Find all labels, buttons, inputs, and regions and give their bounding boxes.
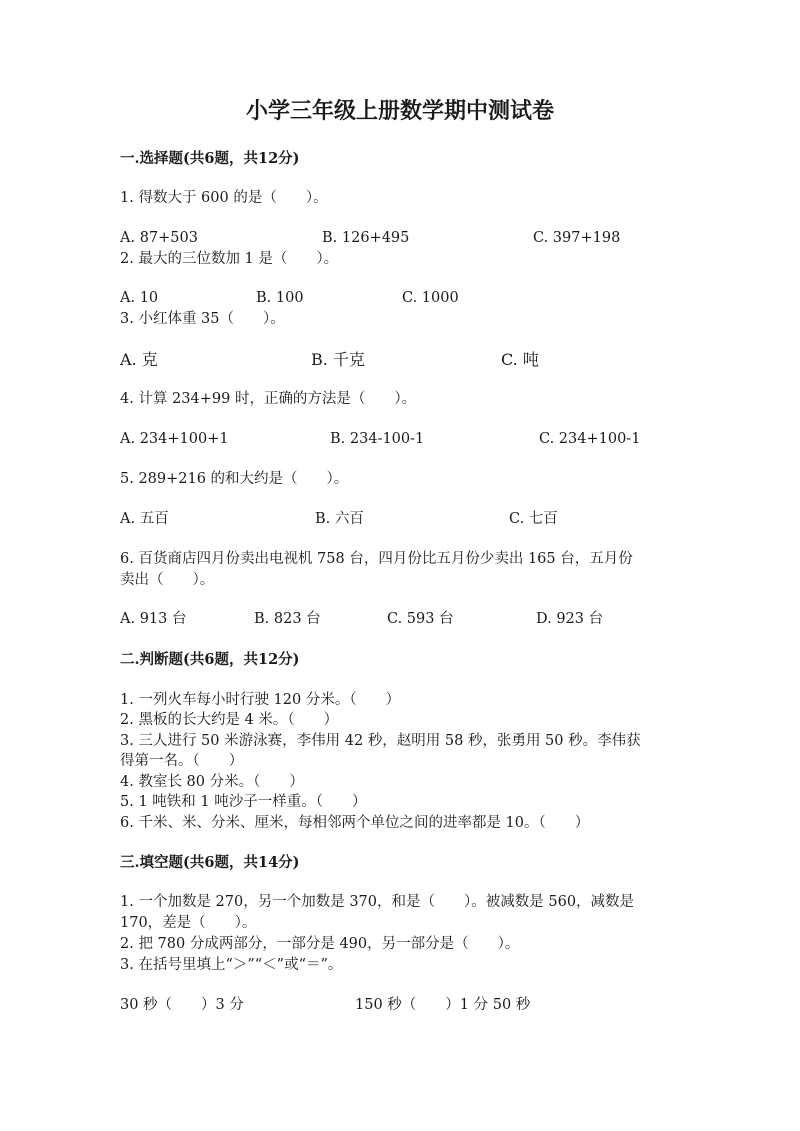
option-a: A. 913 台	[120, 611, 187, 627]
compare-item: 150 秒（ ）1 分 50 秒	[355, 997, 531, 1013]
compare-item: 30 秒（ ）3 分	[120, 997, 244, 1013]
section-heading-fill: 三.填空题(共6题，共14分)	[120, 854, 300, 871]
statement-line: 5. 1 吨铁和 1 吨沙子一样重。（ ）	[120, 794, 367, 810]
option-c: C. 234+100-1	[539, 431, 641, 447]
option-c: C. 吨	[501, 350, 539, 369]
option-b: B. 234-100-1	[330, 431, 425, 447]
question-text: 1. 得数大于 600 的是（ ）。	[120, 190, 328, 206]
fill-line: 3. 在括号里填上“＞”“＜”或“＝”。	[120, 957, 343, 973]
option-b: B. 823 台	[254, 611, 321, 627]
option-c: C. 397+198	[533, 230, 621, 246]
statement-line: 6. 千米、米、分米、厘米，每相邻两个单位之间的进率都是 10。（ ）	[120, 815, 590, 831]
option-a: A. 10	[120, 290, 159, 306]
fill-line: 1. 一个加数是 270，另一个加数是 370，和是（ ）。被减数是 560，减数是	[120, 894, 635, 910]
option-a: A. 五百	[120, 511, 169, 527]
option-b: B. 126+495	[322, 230, 410, 246]
option-d: D. 923 台	[536, 611, 604, 627]
option-a: A. 克	[120, 350, 158, 369]
option-b: B. 千克	[311, 350, 365, 369]
statement-line: 3. 三人进行 50 米游泳赛，李伟用 42 秒，赵明用 58 秒，张勇用 50 秒。李伟获	[120, 733, 641, 749]
page-title: 小学三年级上册数学期中测试卷	[245, 98, 554, 124]
option-b: B. 100	[256, 290, 304, 306]
fill-line: 2. 把 780 分成两部分，一部分是 490，另一部分是（ ）。	[120, 936, 520, 952]
section-heading-judge: 二.判断题(共6题，共12分)	[120, 651, 300, 668]
question-text: 2. 最大的三位数加 1 是（ ）。	[120, 251, 339, 267]
statement-line: 得第一名。（ ）	[120, 753, 244, 769]
question-text: 4. 计算 234+99 时，正确的方法是（ ）。	[120, 391, 417, 407]
option-a: A. 234+100+1	[120, 431, 229, 447]
option-c: C. 1000	[402, 290, 459, 306]
option-c: C. 七百	[509, 511, 558, 527]
question-text-line: 6. 百货商店四月份卖出电视机 758 台，四月份比五月份少卖出 165 台，五月份	[120, 551, 633, 567]
statement-line: 4. 教室长 80 分米。（ ）	[120, 774, 304, 790]
question-text: 5. 289+216 的和大约是（ ）。	[120, 471, 349, 487]
option-c: C. 593 台	[387, 611, 454, 627]
option-a: A. 87+503	[120, 230, 198, 246]
question-text-line: 卖出（ ）。	[120, 572, 215, 588]
fill-line: 170，差是（ ）。	[120, 915, 257, 931]
statement-line: 2. 黑板的长大约是 4 米。（ ）	[120, 712, 339, 728]
question-text: 3. 小红体重 35（ ）。	[120, 311, 285, 327]
statement-line: 1. 一列火车每小时行驶 120 分米。（ ）	[120, 692, 401, 708]
option-b: B. 六百	[315, 511, 364, 527]
section-heading-choice: 一.选择题(共6题，共12分)	[120, 150, 300, 167]
